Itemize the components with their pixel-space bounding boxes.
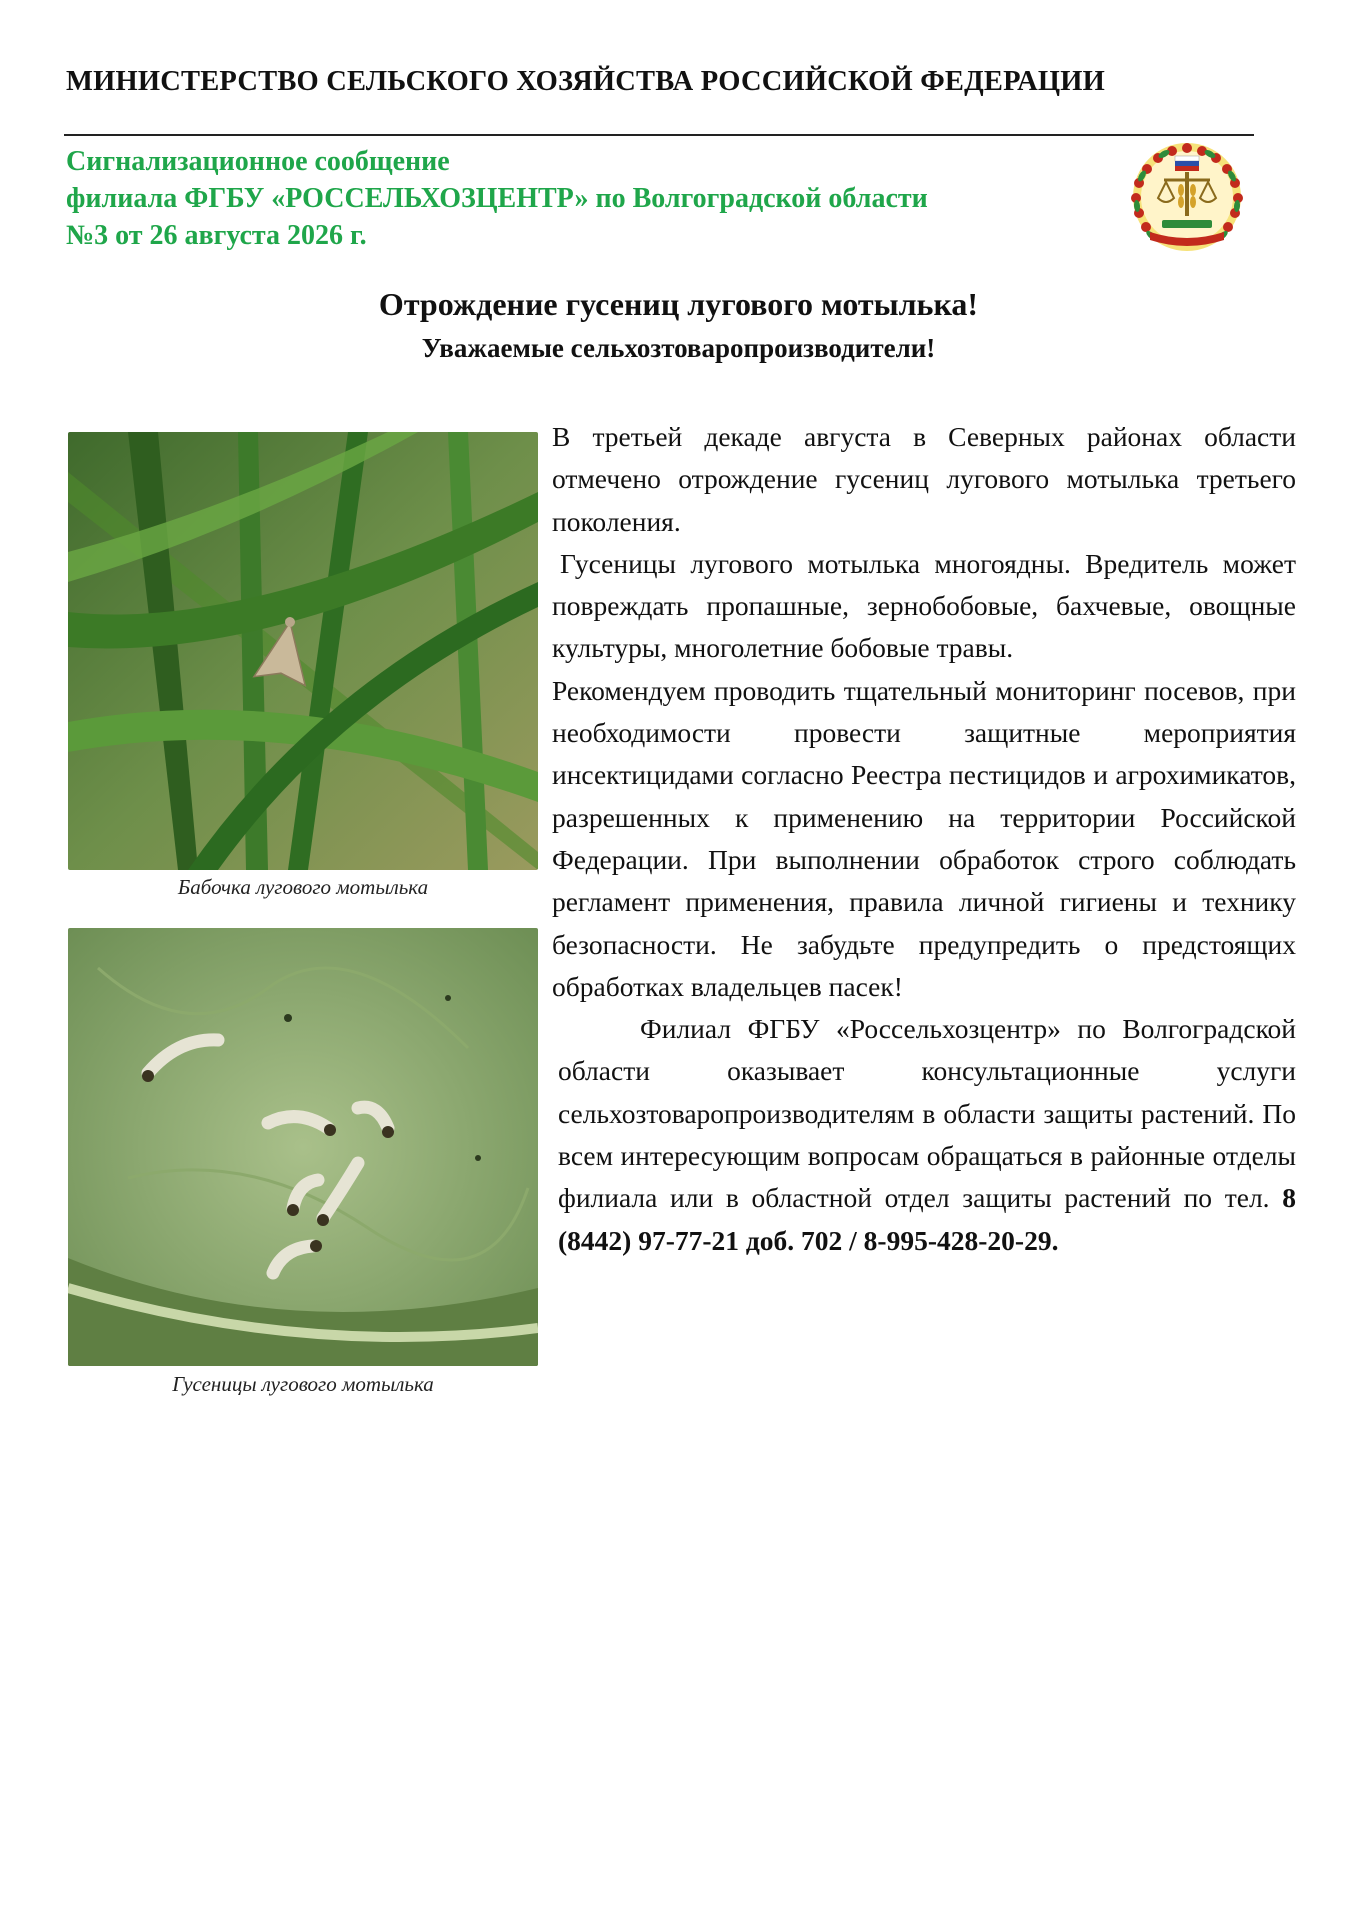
moth-caption: Бабочка лугового мотылька [177,875,429,899]
moth-photo [68,432,538,870]
paragraph-contacts [552,1008,1296,1262]
paragraph-pest-info: Гусеницы лугового мотылька многоядны. Вредитель может повреждать пропашные, зернобобовые, бахчевые, овощные культуры, многолетние бобовые травы. [552,547,1296,664]
emblem-icon [1128,140,1246,258]
paragraph-observation: В третьей декаде августа в Северных районах области отмечено отрождение гусениц лугового мотылька третьего поколения. [552,421,1296,537]
contacts-text: Филиал ФГБУ «Россельхозцентр» по Волгоградской области оказывает консультационные услуги сельхозтоваропроизводителям в области защиты растений. По всем интересующим вопросам обращаться в районные отделы филиала или в областной отдел защиты растений по тел. [558,1013,1296,1214]
caterpillars-caption: Гусеницы лугового мотылька [172,1372,434,1396]
ministry-heading: МИНИСТЕРСТВО СЕЛЬСКОГО ХОЗЯЙСТВА РОССИЙСКОЙ ФЕДЕРАЦИИ [66,66,1105,97]
signal-number-date: №3 от 26 августа 2026 г. [66,220,367,251]
main-title: Отрождение гусениц лугового мотылька! [378,286,979,322]
signal-title: Сигнализационное сообщение [66,146,450,177]
header-divider [64,134,1254,136]
paragraph-recommendation: Рекомендуем проводить тщательный мониторинг посевов, при необходимости провести защитные мероприятия инсектицидами согласно Реестра пестицидов и агрохимикатов, разрешенных к применению на территории Российской Федерации. При выполнении обработок строго соблюдать регламент применения, правила личной гигиены и технику безопасности. Не забудьте предупредить о предстоящих обработках владельцев пасек! [552,674,1296,1002]
caterpillars-photo [68,928,538,1366]
body-text [552,416,1296,1262]
sub-title: Уважаемые сельхозтоваропроизводители! [421,333,936,363]
phone-numbers: 8 (8442) 97-77-21 доб. 702 / 8-995-428-20-29. [558,1182,1296,1256]
signal-branch: филиала ФГБУ «РОССЕЛЬХОЗЦЕНТР» по Волгоградской области [66,183,928,214]
signal-block [66,143,928,254]
